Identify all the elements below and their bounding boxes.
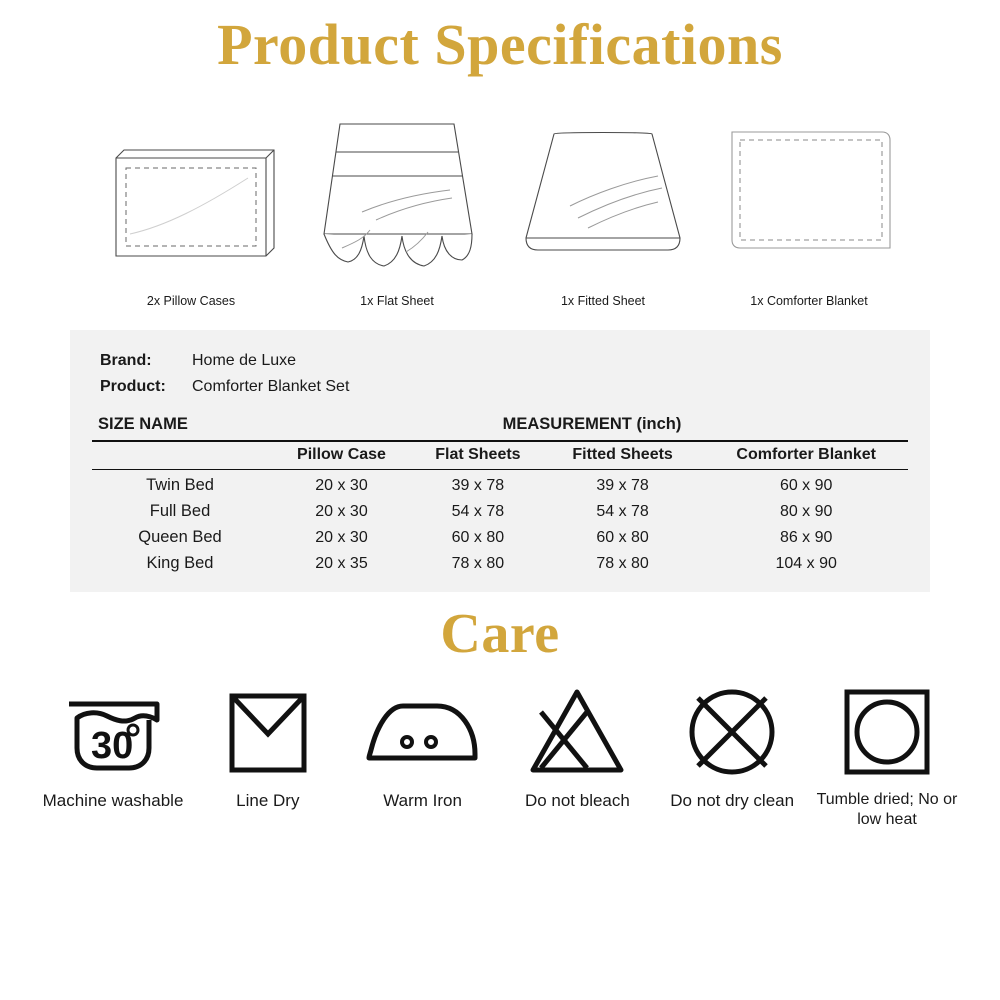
product-caption: 1x Fitted Sheet	[560, 294, 646, 308]
cell-comforter-blanket: 86 x 90	[779, 528, 833, 546]
product-illustration-row	[0, 74, 1000, 308]
specification-table	[88, 413, 912, 577]
product-row	[100, 374, 912, 400]
flat-sheet-illustration	[302, 100, 492, 280]
row-size-name: Queen Bed	[138, 528, 222, 547]
care-item-do-not-bleach	[502, 682, 652, 811]
specification-panel	[70, 330, 930, 592]
care-item-do-not-dry-clean	[657, 682, 807, 811]
care-label: Do not bleach	[524, 791, 630, 811]
header-measurement: MEASUREMENT (inch)	[502, 414, 682, 433]
cell-flat-sheets: 60 x 80	[451, 528, 505, 546]
page-title: Product Specifications	[217, 12, 783, 77]
care-item-warm-iron	[348, 682, 498, 811]
row-size-name: King Bed	[146, 554, 214, 573]
fitted-sheet-illustration	[508, 100, 698, 280]
header-blank	[88, 444, 272, 467]
pillow-case-illustration	[96, 100, 286, 280]
care-title: Care	[440, 603, 560, 666]
cell-pillow-case: 20 x 30	[315, 476, 368, 494]
table-row	[88, 498, 912, 524]
cell-pillow-case: 20 x 35	[315, 554, 368, 572]
warm-iron-icon	[363, 682, 483, 782]
cell-fitted-sheets: 78 x 80	[596, 554, 649, 572]
do-not-dry-clean-icon	[684, 682, 780, 782]
cell-pillow-case: 20 x 30	[315, 502, 368, 520]
table-header-top	[88, 413, 912, 438]
care-label: Machine washable	[42, 791, 184, 811]
comforter-blanket-illustration	[714, 100, 904, 280]
table-header-sub	[88, 444, 912, 467]
header-comforter-blanket: Comforter Blanket	[736, 445, 876, 463]
cell-flat-sheets: 78 x 80	[451, 554, 505, 572]
product-item-flat-sheet	[302, 100, 492, 308]
product-caption: 2x Pillow Cases	[146, 294, 236, 308]
tumble-dry-low-heat-icon	[839, 682, 935, 782]
table-row	[88, 524, 912, 550]
row-size-name: Full Bed	[149, 502, 211, 521]
care-item-line-dry	[193, 682, 343, 811]
line-dry-icon	[222, 682, 314, 782]
cell-pillow-case: 20 x 30	[315, 528, 368, 546]
care-item-machine-washable	[38, 682, 188, 811]
row-size-name: Twin Bed	[146, 476, 214, 495]
product-item-fitted-sheet	[508, 100, 698, 308]
svg-text:30: 30	[91, 725, 134, 768]
table-body	[88, 472, 912, 576]
cell-fitted-sheets: 60 x 80	[596, 528, 649, 546]
product-value: Comforter Blanket Set	[192, 378, 350, 396]
product-label: Product:	[100, 378, 166, 396]
header-pillow-case: Pillow Case	[297, 445, 386, 463]
cell-fitted-sheets: 39 x 78	[596, 476, 649, 494]
cell-flat-sheets: 39 x 78	[451, 476, 505, 494]
cell-comforter-blanket: 104 x 90	[775, 554, 837, 572]
cell-fitted-sheets: 54 x 78	[596, 502, 649, 520]
care-item-tumble-dried	[812, 682, 962, 830]
brand-row	[100, 348, 912, 374]
rule-line	[92, 469, 908, 471]
care-label: Warm Iron	[383, 791, 462, 811]
header-size-name: SIZE NAME	[98, 414, 188, 433]
product-item-comforter-blanket	[714, 100, 904, 308]
table-row	[88, 472, 912, 498]
brand-info	[88, 348, 912, 401]
care-label: Line Dry	[236, 791, 300, 811]
rule-line	[92, 440, 908, 442]
table-row	[88, 550, 912, 576]
machine-wash-30-icon	[61, 682, 165, 782]
do-not-bleach-icon	[525, 682, 629, 782]
cell-comforter-blanket: 80 x 90	[779, 502, 833, 520]
product-caption: 1x Comforter Blanket	[750, 294, 868, 308]
care-icon-row	[0, 662, 1000, 830]
care-label: Do not dry clean	[670, 791, 795, 811]
care-label: Tumble dried; No or low heat	[816, 791, 958, 829]
product-item-pillow-cases	[96, 100, 286, 308]
brand-value: Home de Luxe	[192, 352, 297, 369]
header-flat-sheets: Flat Sheets	[435, 445, 521, 463]
brand-label: Brand:	[100, 352, 152, 369]
header-fitted-sheets: Fitted Sheets	[572, 445, 673, 463]
product-caption: 1x Flat Sheet	[360, 294, 434, 308]
cell-comforter-blanket: 60 x 90	[779, 476, 833, 494]
cell-flat-sheets: 54 x 78	[451, 502, 505, 520]
